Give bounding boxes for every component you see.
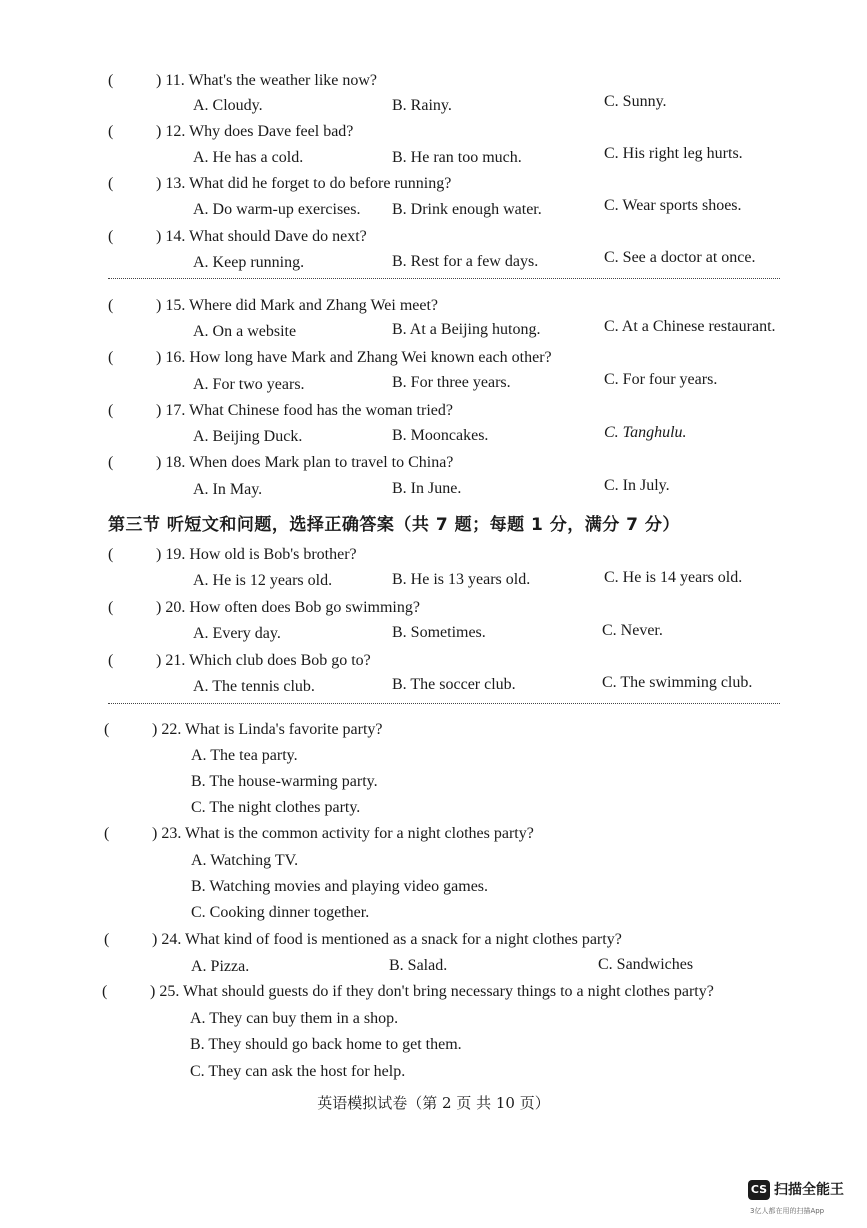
answer-bracket[interactable]: ( bbox=[104, 931, 110, 948]
option-b: B. At a Beijing hutong. bbox=[392, 321, 541, 338]
question-text: ) 16. How long have Mark and Zhang Wei known each other? bbox=[156, 349, 552, 366]
question-18 bbox=[108, 452, 453, 478]
question-14 bbox=[108, 226, 367, 252]
question-21 bbox=[108, 650, 371, 676]
question-15 bbox=[108, 295, 438, 321]
section-divider bbox=[108, 278, 780, 279]
camscanner-watermark bbox=[748, 1178, 858, 1222]
option-b: B. Salad. bbox=[389, 957, 448, 974]
option-b: B. In June. bbox=[392, 480, 462, 497]
answer-bracket[interactable]: ( bbox=[108, 402, 114, 419]
option-a: A. Beijing Duck. bbox=[193, 428, 303, 445]
answer-bracket[interactable]: ( bbox=[108, 454, 114, 471]
option-c: C. Sunny. bbox=[604, 93, 667, 110]
section-heading: 第三节 听短文和问题，选择正确答案（共 7 题；每题 1 分，满分 7 分） bbox=[108, 515, 680, 535]
option-c: C. In July. bbox=[604, 477, 670, 494]
answer-bracket[interactable]: ( bbox=[108, 599, 114, 616]
question-text: ) 13. What did he forget to do before running? bbox=[156, 175, 452, 192]
answer-bracket[interactable]: ( bbox=[108, 349, 114, 366]
question-11 bbox=[108, 70, 377, 96]
page-footer: 英语模拟试卷（第 2 页 共 10 页） bbox=[317, 1094, 550, 1112]
option-c: C. They can ask the host for help. bbox=[190, 1063, 406, 1080]
option-a: A. They can buy them in a shop. bbox=[190, 1010, 399, 1027]
option-a: A. In May. bbox=[193, 481, 263, 498]
option-a: A. Every day. bbox=[193, 625, 281, 642]
answer-bracket[interactable]: ( bbox=[108, 297, 114, 314]
question-23 bbox=[104, 823, 534, 849]
question-text: ) 18. When does Mark plan to travel to China? bbox=[156, 454, 454, 471]
watermark-subtitle: 3亿人都在用的扫描App bbox=[750, 1207, 825, 1215]
question-12 bbox=[108, 121, 353, 147]
option-c: C. He is 14 years old. bbox=[604, 569, 743, 586]
question-text: ) 21. Which club does Bob go to? bbox=[156, 652, 371, 669]
question-24 bbox=[104, 929, 622, 955]
option-c: C. Tanghulu. bbox=[604, 424, 687, 441]
option-b: B. Watching movies and playing video games. bbox=[191, 878, 489, 895]
question-text: ) 12. Why does Dave feel bad? bbox=[156, 123, 354, 140]
option-c: C. The swimming club. bbox=[602, 674, 753, 691]
option-b: B. Mooncakes. bbox=[392, 427, 489, 444]
question-22 bbox=[104, 719, 383, 745]
option-c: C. His right leg hurts. bbox=[604, 145, 743, 162]
option-c: C. See a doctor at once. bbox=[604, 249, 756, 266]
option-a: A. Cloudy. bbox=[193, 97, 263, 114]
question-text: ) 23. What is the common activity for a night clothes party? bbox=[152, 825, 534, 842]
question-text: ) 14. What should Dave do next? bbox=[156, 228, 367, 245]
question-20 bbox=[108, 597, 420, 623]
answer-bracket[interactable]: ( bbox=[108, 546, 114, 563]
option-b: B. For three years. bbox=[392, 374, 511, 391]
option-b: B. He is 13 years old. bbox=[392, 571, 531, 588]
section-divider bbox=[108, 703, 780, 704]
question-16 bbox=[108, 347, 552, 373]
answer-bracket[interactable]: ( bbox=[108, 175, 114, 192]
option-a: A. Watching TV. bbox=[191, 852, 299, 869]
option-a: A. The tea party. bbox=[191, 747, 298, 764]
option-a: A. He is 12 years old. bbox=[193, 572, 333, 589]
question-25 bbox=[102, 981, 714, 1007]
answer-bracket[interactable]: ( bbox=[108, 652, 114, 669]
option-c: C. The night clothes party. bbox=[191, 799, 361, 816]
question-text: ) 15. Where did Mark and Zhang Wei meet? bbox=[156, 297, 439, 314]
question-text: ) 11. What's the weather like now? bbox=[156, 72, 378, 89]
option-a: A. On a website bbox=[193, 323, 297, 340]
option-b: B. Rest for a few days. bbox=[392, 253, 539, 270]
question-text: ) 22. What is Linda's favorite party? bbox=[152, 721, 383, 738]
option-c: C. Cooking dinner together. bbox=[191, 904, 370, 921]
option-b: B. They should go back home to get them. bbox=[190, 1036, 462, 1053]
question-13 bbox=[108, 173, 451, 199]
option-c: C. Never. bbox=[602, 622, 663, 639]
watermark-title: 扫描全能王 bbox=[774, 1182, 844, 1198]
question-19 bbox=[108, 544, 357, 570]
answer-bracket[interactable]: ( bbox=[104, 721, 110, 738]
option-a: A. The tennis club. bbox=[193, 678, 315, 695]
option-b: B. He ran too much. bbox=[392, 149, 522, 166]
answer-bracket[interactable]: ( bbox=[102, 983, 108, 1000]
question-text: ) 24. What kind of food is mentioned as a snack for a night clothes party? bbox=[152, 931, 622, 948]
option-a: A. He has a cold. bbox=[193, 149, 304, 166]
answer-bracket[interactable]: ( bbox=[108, 228, 114, 245]
option-a: A. Do warm-up exercises. bbox=[193, 201, 361, 218]
option-c: C. Sandwiches bbox=[598, 956, 694, 973]
question-text: ) 19. How old is Bob's brother? bbox=[156, 546, 357, 563]
option-b: B. The house-warming party. bbox=[191, 773, 378, 790]
question-text: ) 20. How often does Bob go swimming? bbox=[156, 599, 420, 616]
option-b: B. The soccer club. bbox=[392, 676, 516, 693]
camscanner-logo-icon: CS bbox=[748, 1180, 770, 1200]
answer-bracket[interactable]: ( bbox=[108, 72, 114, 89]
question-17 bbox=[108, 400, 453, 426]
option-c: C. At a Chinese restaurant. bbox=[604, 318, 776, 335]
option-a: A. Keep running. bbox=[193, 254, 305, 271]
option-b: B. Drink enough water. bbox=[392, 201, 542, 218]
option-c: C. For four years. bbox=[604, 371, 718, 388]
answer-bracket[interactable]: ( bbox=[104, 825, 110, 842]
question-text: ) 17. What Chinese food has the woman tried? bbox=[156, 402, 453, 419]
question-text: ) 25. What should guests do if they don't bring necessary things to a night clothes party? bbox=[150, 983, 714, 1000]
option-a: A. For two years. bbox=[193, 376, 305, 393]
option-b: B. Sometimes. bbox=[392, 624, 486, 641]
option-c: C. Wear sports shoes. bbox=[604, 197, 742, 214]
option-b: B. Rainy. bbox=[392, 97, 452, 114]
answer-bracket[interactable]: ( bbox=[108, 123, 114, 140]
option-a: A. Pizza. bbox=[191, 958, 250, 975]
